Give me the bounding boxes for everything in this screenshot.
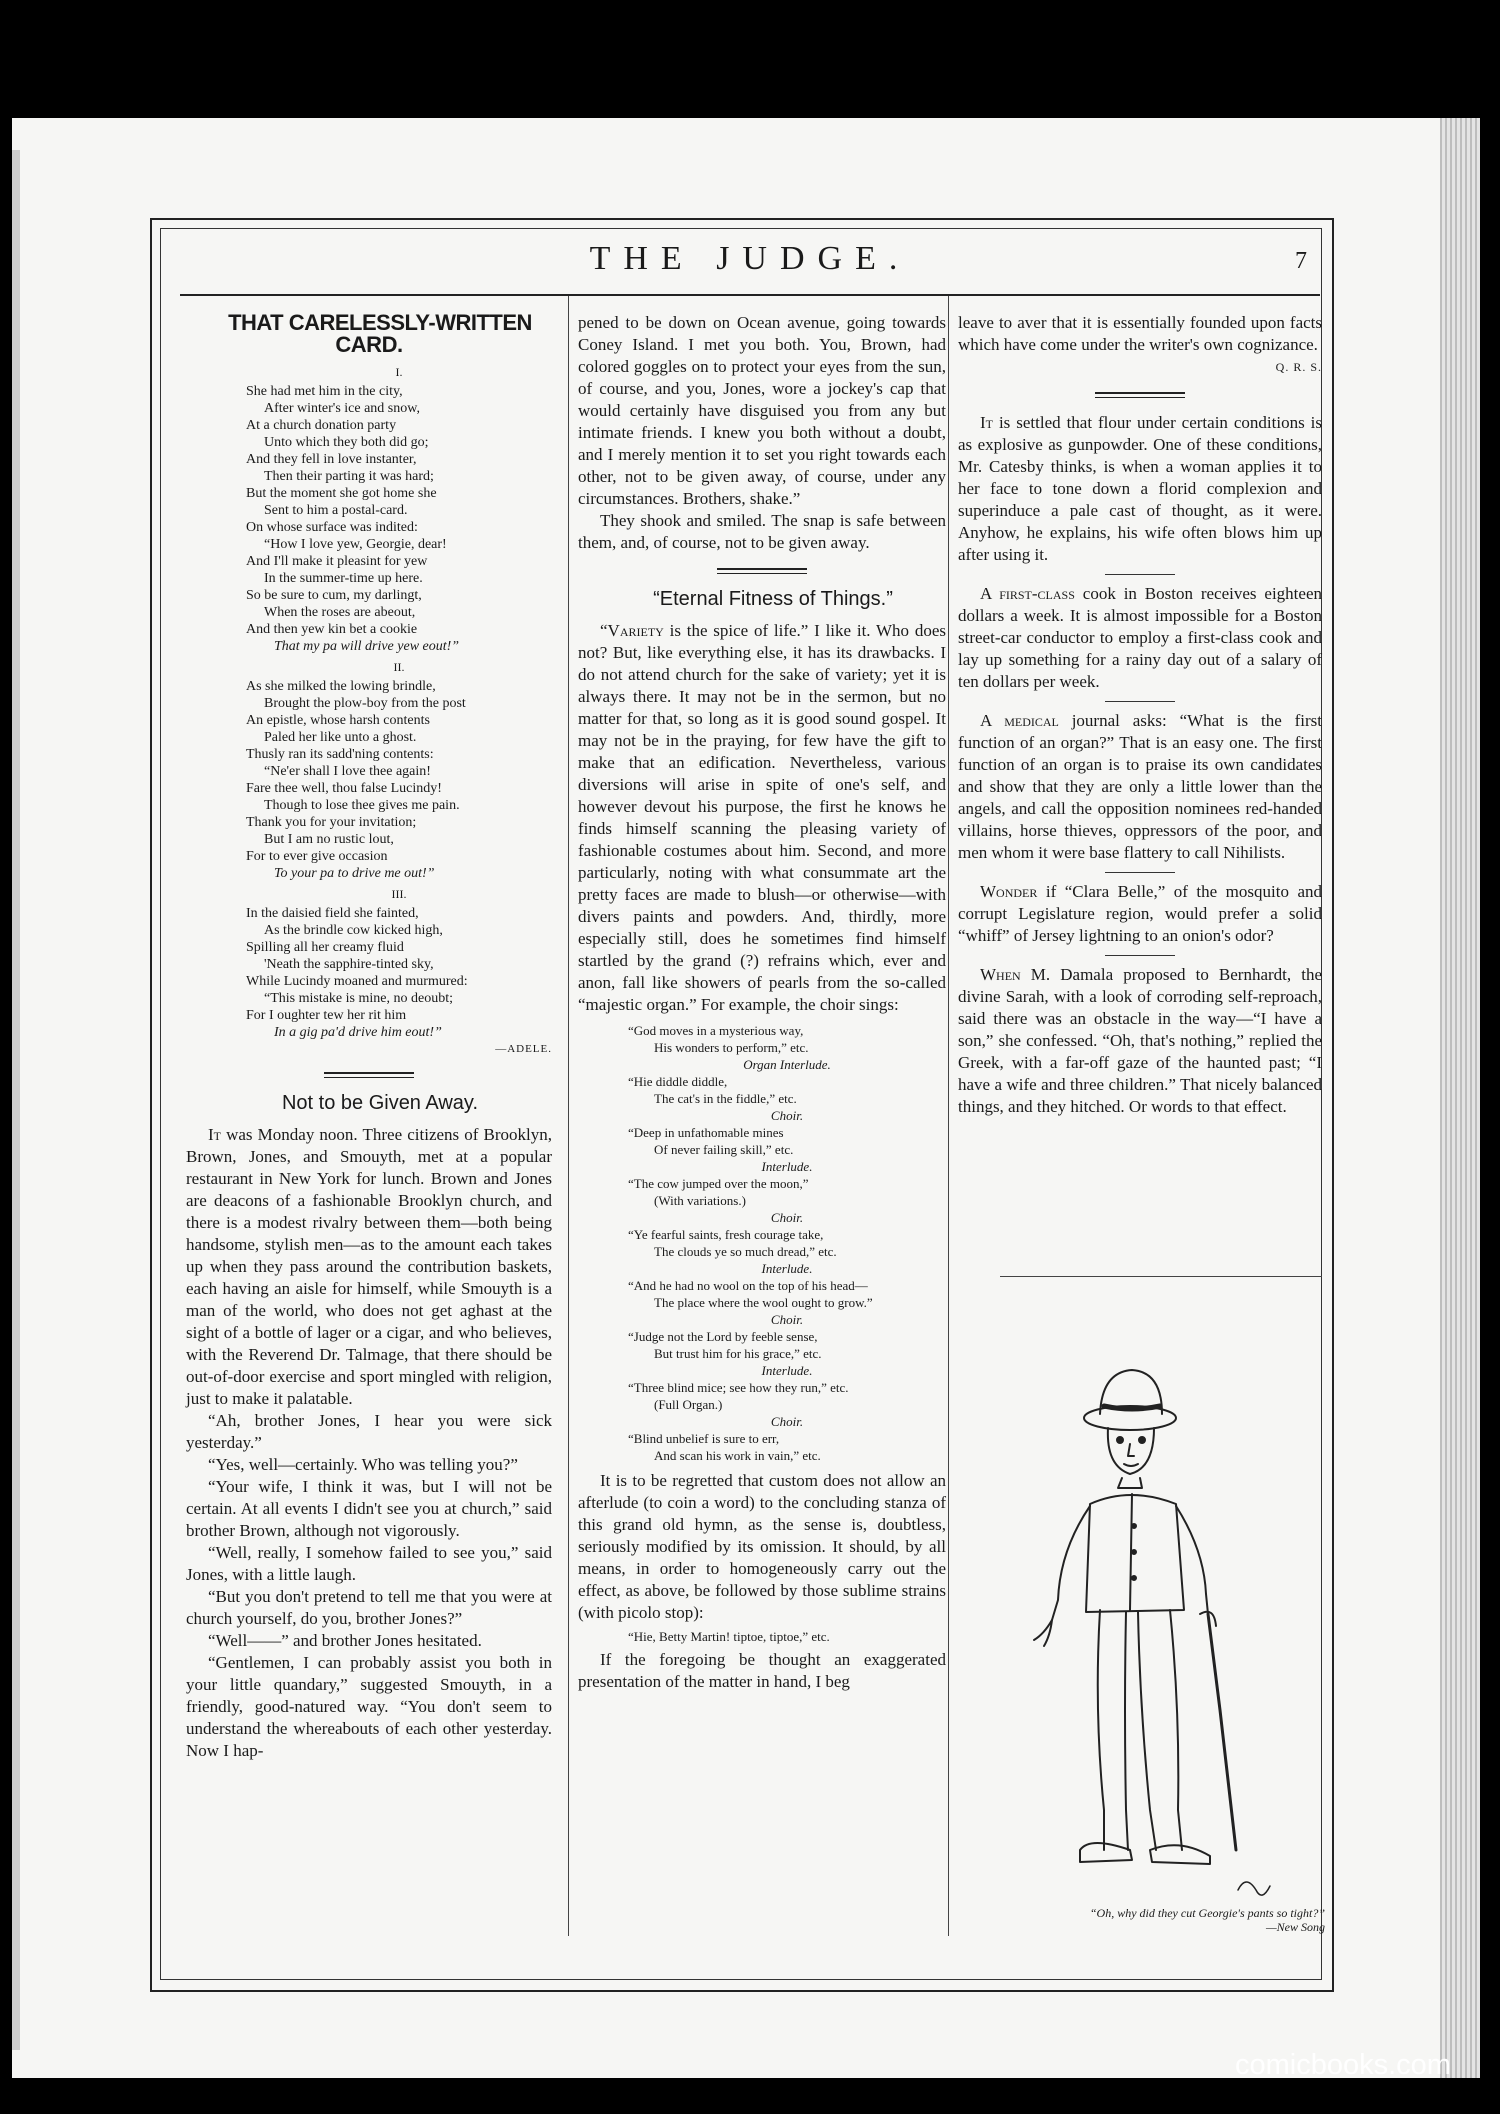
paragraph: journal asks: “What is the first function of an organ?” That is an easy one. The first function of an organ is to praise its own candidates and show that they are only a little lower than the angels, and call the opposition nominees red-handed villains, horse thieves, oppressors of the poor, and men whom it were base flattery to call Nihilists. xyxy=(958,711,1322,862)
paragraph: It is to be regretted that custom does not allow an afterlude (to coin a word) to the concluding stanza of this grand old hymn, as the sense is, doubtless, seriously modified by its omission. It should, by all means, in order to homogeneously carry out the effect, as above, be followed by those sublime strains (with picolo stop): xyxy=(578,1471,946,1622)
hymn-line: “Blind unbelief is sure to err, xyxy=(628,1431,780,1446)
poem xyxy=(186,364,552,1058)
poem-line: “This mistake is mine, no deoubt; xyxy=(264,991,453,1006)
poem-line: 'Neath the sapphire-tinted sky, xyxy=(264,957,434,972)
left-arm xyxy=(1052,1506,1090,1620)
poem-line: Thusly ran its sadd'ning contents: xyxy=(246,747,434,762)
hymn-line: “And he had no wool on the top of his head— xyxy=(628,1278,868,1293)
paragraph: “Your wife, I think it was, but I will not be certain. At all events I didn't see you at church,” said brother Brown, although not vigorously. xyxy=(186,1477,552,1540)
hymn-label: Organ Interlude. xyxy=(743,1057,831,1072)
poem-line: So be sure to cum, my darlingt, xyxy=(246,588,422,603)
poem-line: For to ever give occasion xyxy=(246,849,388,864)
lead-word: It xyxy=(980,413,993,432)
column-divider xyxy=(568,296,569,1936)
paragraph: M. Damala proposed to Bernhardt, the divine Sarah, with a look of corroding self-reproach, said there was an obstacle in the way—“I have a son,” she confessed. “Oh, that's nothing,” replied the Greek, with a far-off gaze of the haunted past; “I have a wife and three children.” That nicely balanced things, and they hitched. Or words to that effect. xyxy=(958,965,1322,1116)
left-shoe xyxy=(1080,1843,1132,1862)
item-rule xyxy=(1105,701,1175,702)
lead-word: Wonder xyxy=(980,882,1038,901)
poem-line: Sent to him a postal-card. xyxy=(264,503,408,518)
masthead-title: THE JUDGE. xyxy=(589,240,911,277)
hymn-line: (Full Organ.) xyxy=(654,1397,723,1412)
hymn-line: And scan his work in vain,” etc. xyxy=(654,1448,821,1463)
hymn-label: Interlude. xyxy=(761,1261,813,1276)
poem-line: That my pa will drive yew eout!” xyxy=(274,639,460,654)
stanza-1 xyxy=(246,383,552,655)
paragraph: if “Clara Belle,” of the mosquito and corrupt Legislature region, would prefer a solid “whiff” of Jersey lightning to an onion's odor? xyxy=(958,882,1322,945)
stanza-number: II. xyxy=(393,660,405,674)
column-divider xyxy=(948,296,949,1936)
artist-monogram xyxy=(1238,1882,1270,1895)
cane xyxy=(1208,1614,1236,1850)
poem-line: But I am no rustic lout, xyxy=(264,832,394,847)
poem-author: —ADELE. xyxy=(495,1043,552,1055)
lead-word: When xyxy=(980,965,1021,984)
poem-line: In the daisied field she fainted, xyxy=(246,906,419,921)
poem-line: On whose surface was indited: xyxy=(246,520,418,535)
paragraph: “Gentlemen, I can probably assist you both in your little quandary,” suggested Smouyth, in a friendly, good-natured way. “You don't seem to understand the whereabouts of each other yesterday. Now I hap- xyxy=(186,1653,552,1760)
hymn-line: But trust him for his grace,” etc. xyxy=(654,1346,822,1361)
illustration-caption xyxy=(985,1906,1325,1934)
item-rule xyxy=(1105,872,1175,873)
poem-line: As she milked the lowing brindle, xyxy=(246,679,436,694)
left-hand xyxy=(1034,1620,1052,1646)
header-rule xyxy=(180,294,1320,296)
hymn-line: The clouds ye so much dread,” etc. xyxy=(654,1244,837,1259)
poem-line: To your pa to drive me out!” xyxy=(274,866,435,881)
hymn-label: Choir. xyxy=(770,1210,804,1225)
hymn-label: Interlude. xyxy=(761,1159,813,1174)
paragraph: “Yes, well—certainly. Who was telling you?” xyxy=(208,1455,518,1474)
lead-word: It xyxy=(208,1125,221,1144)
lead-word: A medical xyxy=(980,711,1059,730)
caption-source: —New Song xyxy=(1265,1920,1325,1934)
left-leg-outer xyxy=(1098,1610,1104,1850)
poem-line: Fare thee well, thou false Lucindy! xyxy=(246,781,442,796)
poem-line: But the moment she got home she xyxy=(246,486,437,501)
hymn-label: Interlude. xyxy=(761,1363,813,1378)
binding-edge xyxy=(12,150,20,2050)
hymn-line: “God moves in a mysterious way, xyxy=(628,1023,804,1038)
poem-line: Brought the plow-boy from the post xyxy=(264,696,466,711)
poem-line: She had met him in the city, xyxy=(246,384,403,399)
hymn-line: His wonders to perform,” etc. xyxy=(654,1040,809,1055)
article-title: Not to be Given Away. xyxy=(281,1092,479,1114)
hymn-line: The place where the wool ought to grow.” xyxy=(654,1295,873,1310)
column-middle xyxy=(578,312,946,1693)
section-rule xyxy=(1095,392,1185,398)
section-rule xyxy=(324,1072,414,1078)
poem-line: And I'll make it pleasint for yew xyxy=(246,554,428,569)
poem-line: Unto which they both did go; xyxy=(264,435,429,450)
poem-line: An epistle, whose harsh contents xyxy=(246,713,430,728)
paragraph: “Well, really, I somehow failed to see you,” said Jones, with a little laugh. xyxy=(186,1543,552,1584)
paragraph: pened to be down on Ocean avenue, going towards Coney Island. I met you both. You, Brown, had colored goggles on to protect your eyes from the sun, of course, and you, Jones, wore a jockey's cap that would certainly have disguised you from any but intimate friends. I knew you both without a doubt, and I merely mention it to set you right towards each other, not to be given away, of course, under any circumstances. Brothers, shake.” xyxy=(578,313,946,508)
column-right xyxy=(958,312,1322,1118)
hymn-line: “Hie diddle diddle, xyxy=(628,1074,728,1089)
hymn-line: “Three blind mice; see how they run,” etc. xyxy=(628,1380,849,1395)
page-number: 7 xyxy=(1295,248,1307,274)
paragraph: They shook and smiled. The snap is safe between them, and, of course, not to be given away. xyxy=(578,511,946,552)
column-left xyxy=(186,312,552,1762)
hymn-label: Choir. xyxy=(770,1312,804,1327)
hymn-line: “Hie, Betty Martin! tiptoe, tiptoe,” etc. xyxy=(628,1629,830,1644)
right-shoe xyxy=(1150,1845,1210,1864)
hymn-line: “Judge not the Lord by feeble sense, xyxy=(628,1329,818,1344)
paragraph: “But you don't pretend to tell me that you were at church yourself, do you, brother Jones?” xyxy=(186,1587,552,1628)
poem-line: Spilling all her creamy fluid xyxy=(246,940,404,955)
illustration-rule xyxy=(1000,1276,1322,1277)
poem-line: Though to lose thee gives me pain. xyxy=(264,798,460,813)
lead-word: A first-class xyxy=(980,584,1075,603)
hymn-line: Of never failing skill,” etc. xyxy=(654,1142,794,1157)
stanza-number: I. xyxy=(395,365,403,379)
collar xyxy=(1118,1478,1142,1488)
poem-line: At a church donation party xyxy=(246,418,397,433)
paragraph: If the foregoing be thought an exaggerated presentation of the matter in hand, I beg xyxy=(578,1650,946,1691)
poem-line: While Lucindy moaned and murmured: xyxy=(246,974,468,989)
lead-word: “Variety xyxy=(600,621,664,640)
poem-line: For I oughter tew her rit him xyxy=(246,1008,407,1023)
poem-line: As the brindle cow kicked high, xyxy=(264,923,443,938)
hymn-line: “Deep in unfathomable mines xyxy=(628,1125,784,1140)
hymn-line: The cat's in the fiddle,” etc. xyxy=(654,1091,797,1106)
hymn-line: (With variations.) xyxy=(654,1193,746,1208)
poem-line: “How I love yew, Georgie, dear! xyxy=(264,537,447,552)
paragraph: “Well——” and brother Jones hesitated. xyxy=(208,1631,482,1650)
poem-line: Then their parting it was hard; xyxy=(264,469,434,484)
poem-line: Paled her like unto a ghost. xyxy=(264,730,417,745)
cartoon-illustration xyxy=(1000,1290,1320,1930)
article-body xyxy=(578,620,946,1016)
left-leg-inner xyxy=(1125,1612,1128,1850)
paragraph: is settled that flour under certain conditions is as explosive as gunpowder. One of these conditions, Mr. Catesby thinks, is when a woman applies it to her face to tone down a florid complexion and superinduce a pale cast of thought, as it were. Anyhow, he explains, his wife often blows him up after using it. xyxy=(958,413,1322,564)
site-watermark: comicbooks.com xyxy=(1235,2049,1451,2081)
hymn-label: Choir. xyxy=(770,1108,804,1123)
signature: Q. R. S. xyxy=(1275,360,1322,374)
paragraph: was Monday noon. Three citizens of Brooklyn, Brown, Jones, and Smouyth, met at a popular restaurant in New York for lunch. Brown and Jones are deacons of a fashionable Brooklyn church, and there is a modest rivalry between them—both being handsome, stylish men—as to the amount each takes up when they pass around the contribution baskets, each having an aisle for himself, while Smouyth is a man of the world, who does not get aghast at the sight of a bottle of lager or a cigar, and who believes, with the Reverend Dr. Talmage, that there should be out-of-door exercise and sport mingled with religion, just to make it palatable. xyxy=(186,1125,552,1408)
hymn-line: “The cow jumped over the moon,” xyxy=(628,1176,809,1191)
article-body xyxy=(186,1124,552,1762)
article-title: “Eternal Fitness of Things.” xyxy=(653,588,893,610)
poem-line: Thank you for your invitation; xyxy=(246,815,417,830)
caption-text: “Oh, why did they cut Georgie's pants so tight?” xyxy=(1089,1906,1325,1920)
paragraph: is the spice of life.” I like it. Who does not? But, like everything else, it has its drawbacks. I do not attend church for the sake of variety; yet it is always there. It may not be in the sermon, but no matter for that, so long as it is good sound gospel. It may not be in the praying, for few have the gift to make that an edification. Nevertheless, various diversions will arise in spite of one's self, and however devout his purpose, the first he knows he finds himself scanning the pleasing variety of fashionable costumes about him. Second, and more particularly, noting with what consummate art the pretty faces are made to blush—or otherwise—with divers paints and powders. And, thirdly, more especially still, does he sometimes find himself startled by the grand (?) refrains which, ever and anon, fall like showers of pearls from the so-called “majestic organ.” For example, the choir sings: xyxy=(578,621,946,1014)
hymn-excerpt xyxy=(578,1022,946,1464)
face xyxy=(1108,1428,1154,1474)
stanza-2 xyxy=(246,678,552,882)
paragraph: “Ah, brother Jones, I hear you were sick yesterday.” xyxy=(186,1411,552,1452)
poem-title: THAT CARELESSLY-WRITTEN CARD. xyxy=(228,310,532,357)
poem-line: “Ne'er shall I love thee again! xyxy=(264,764,431,779)
hymn-line: “Ye fearful saints, fresh courage take, xyxy=(628,1227,824,1242)
hymn-label: Choir. xyxy=(770,1414,804,1429)
stanza-3 xyxy=(246,905,552,1041)
poem-line: In the summer-time up here. xyxy=(264,571,423,586)
section-rule xyxy=(717,568,807,574)
paragraph: cook in Boston receives eighteen dollars a week. It is almost impossible for a Boston street-car conductor to employ a first-class cook and lay up something for a rainy day out of a salary of ten dollars per week. xyxy=(958,584,1322,691)
item-rule xyxy=(1105,955,1175,956)
poem-line: In a gig pa'd drive him eout!” xyxy=(274,1025,442,1040)
right-leg-outer xyxy=(1170,1610,1182,1850)
paragraph: leave to aver that it is essentially founded upon facts which have come under the writer's own cognizance. xyxy=(958,313,1322,354)
poem-line: When the roses are abeout, xyxy=(264,605,416,620)
stanza-number: III. xyxy=(391,887,407,901)
poem-line: After winter's ice and snow, xyxy=(264,401,420,416)
right-leg-inner xyxy=(1138,1612,1156,1850)
poem-line: And then yew kin bet a cookie xyxy=(246,622,418,637)
poem-line: And they fell in love instanter, xyxy=(246,452,417,467)
item-rule xyxy=(1105,574,1175,575)
page-stack-edge xyxy=(1440,118,1480,2078)
